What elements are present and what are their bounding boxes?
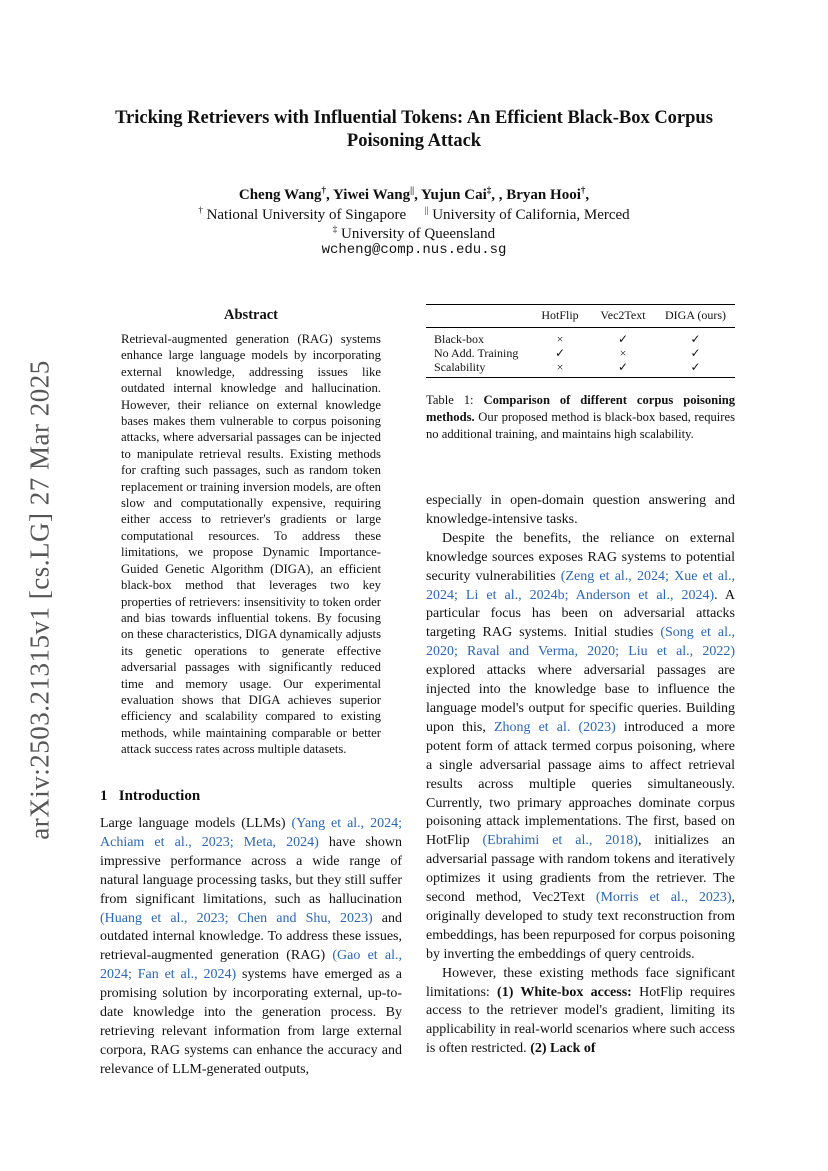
bold-text: (2) Lack of <box>530 1041 596 1057</box>
title-line-2: Poisoning Attack <box>346 131 482 151</box>
author-mark: † <box>321 185 327 195</box>
caption-title: Comparison of different corpus poisoning methods. <box>426 393 735 424</box>
comparison-table <box>426 304 735 378</box>
citation-link[interactable]: (Zeng et al., 2024; Xue et al., 2024; Li et al., 2024b; Anderson et al., 2024) <box>426 568 735 603</box>
aff-mark: ‡ <box>332 224 338 234</box>
text-run: , originally developed to study text reconstruction from embeddings, has been repurposed for corpus poisoning by inverting the embeddings of query centroids. <box>426 890 735 962</box>
section-heading-introduction <box>100 788 200 805</box>
arxiv-id: arXiv:2503.21315v1 [cs.LG] 27 Mar 2025 <box>24 360 55 840</box>
author: Cheng Wang <box>238 187 322 203</box>
row-label: No Add. Training <box>434 346 519 360</box>
table-header-cell <box>426 305 530 328</box>
table-header-row <box>426 305 735 328</box>
section-title: Introduction <box>118 788 201 804</box>
text-run: introduced a more potent form of attack termed corpus poisoning, where a single adversarial passage aims to affect retrieval results across multiple queries simultaneously. Currently, two primary approaches dominate corpus poisoning attack implementations. The first, based on HotFlip <box>426 719 735 849</box>
table-header-cell: DIGA (ours) <box>665 308 726 322</box>
text-run: have shown impressive performance across a wide range of natural language processing tasks, but they still suffer from significant limitations, such as hallucination <box>100 834 402 907</box>
author: Yiwei Wang <box>333 187 411 203</box>
table-cell: × <box>556 332 564 346</box>
citation-link[interactable]: (Song et al., 2020; Raval and Verma, 2020; Liu et al., 2022) <box>426 625 735 660</box>
abstract-text: Retrieval-augmented generation (RAG) systems enhance large language models by incorporating external knowledge, addressing issues like outdated internal knowledge and hallucination. However, their reliance on external knowledge bases makes them vulnerable to corpus poisoning attacks, where adversarial passages can be injected to manipulate retrieval results. Existing methods for crafting such passages, such as random token replacement or training inversion models, are often slow and computationally expensive, requiring either access to retriever's gradients or large computational resources. To address these limitations, we propose Dynamic Importance-Guided Genetic Algorithm (DIGA), an efficient black-box method that leverages two key properties of retrievers: insensitivity to token order and bias towards influential tokens. By focusing on these characteristics, DIGA dynamically adjusts its genetic operations to generate effective adversarial passages with significantly reduced time and memory usage. Our experimental evaluation shows that DIGA achieves superior efficiency and scalability compared to existing methods, while maintaining comparable or better attack success rates across multiple datasets. <box>121 332 381 757</box>
author-mark: || <box>410 185 415 195</box>
citation-link[interactable]: (Huang et al., 2023; Chen and Shu, 2023) <box>100 910 373 926</box>
text-run: Despite the benefits, the reliance on external knowledge sources exposes RAG systems to potential security vulnerabilities <box>426 530 735 584</box>
text-run: especially in open-domain question answering and knowledge-intensive tasks. <box>426 493 735 527</box>
author: Bryan Hooi <box>506 187 581 203</box>
text-run: Large language models (LLMs) <box>100 816 292 831</box>
citation-link[interactable]: Zhong et al. (2023) <box>493 719 616 735</box>
table-cell: ✓ <box>617 360 629 374</box>
table-caption <box>426 392 735 442</box>
body-paragraph <box>426 530 735 965</box>
text-run: and outdated internal knowledge. To address these issues, retrieval-augmented generation (RAG) <box>100 910 403 964</box>
abstract-body <box>121 331 381 758</box>
text-run: HotFlip requires access to the retriever model's gradient, limiting its applicability in real-world scenarios where such access is often restricted. <box>426 984 736 1057</box>
table-cell: ✓ <box>554 346 566 360</box>
affiliation-ucm: University of California, Merced <box>432 207 630 223</box>
author-mark: † <box>580 185 586 195</box>
body-paragraph <box>426 965 735 1060</box>
text-run: explored attacks where adversarial passages are injected into the knowledge base to influence the language model's output for specific queries. Building upon this, <box>426 663 735 735</box>
text-run: However, these existing methods face significant limitations: <box>426 965 735 1000</box>
text-run: . A particular focus has been on adversarial attacks targeting RAG systems. Initial studies <box>426 587 735 641</box>
body-paragraph <box>426 492 735 530</box>
table-cell: ✓ <box>690 360 701 374</box>
intro-paragraph <box>100 815 402 1080</box>
table-header-cell: Vec2Text <box>600 308 646 322</box>
paper-title <box>80 107 748 153</box>
author-email[interactable]: wcheng@comp.nus.edu.sg <box>321 242 507 258</box>
table-row <box>426 360 735 378</box>
author-sep: , <box>585 187 590 203</box>
caption-label: Table 1: <box>426 393 484 407</box>
intro-body <box>100 815 402 1080</box>
table-cell: ✓ <box>690 332 701 346</box>
right-column-body <box>426 492 735 1059</box>
table-cell: × <box>556 360 564 374</box>
author: Yujun Cai <box>421 187 487 203</box>
arxiv-sidebar <box>20 360 60 840</box>
citation-link[interactable]: (Ebrahimi et al., 2018) <box>482 833 638 849</box>
aff-mark: † <box>198 205 203 215</box>
section-number: 1 <box>100 788 108 804</box>
row-label: Black-box <box>434 332 484 346</box>
affiliation-uq: University of Queensland <box>341 226 496 242</box>
author-mark: ‡ <box>486 185 492 195</box>
table-cell: ✓ <box>690 346 701 360</box>
caption-text: Our proposed method is black-box based, requires no additional training, and maintains high scalability. <box>426 409 735 441</box>
text-run: systems have emerged as a promising solution by incorporating external, up-to-date knowledge into the generation process. By retrieving relevant information from large external corpora, RAG systems can enhance the accuracy and relevance of LLM-generated outputs, <box>100 967 402 1077</box>
table-header-cell: HotFlip <box>541 308 579 322</box>
table-cell: ✓ <box>617 332 629 346</box>
author-sep: , <box>414 187 422 203</box>
author-sep: , <box>326 187 333 203</box>
affiliation-nus: National University of Singapore <box>206 207 407 223</box>
title-line-1: Tricking Retrievers with Influential Tokens: An Efficient Black-Box Corpus <box>115 108 713 128</box>
author-sep: , , <box>491 187 507 203</box>
citation-link[interactable]: (Morris et al., 2023) <box>595 890 732 906</box>
table-cell: × <box>619 346 627 360</box>
abstract-heading: Abstract <box>224 307 278 323</box>
bold-text: (1) White-box access: <box>497 984 632 1000</box>
row-label: Scalability <box>434 360 486 374</box>
table-row <box>426 328 735 347</box>
citation-link[interactable]: (Gao et al., 2024; Fan et al., 2024) <box>100 948 402 983</box>
citation-link[interactable]: (Yang et al., 2024; Achiam et al., 2023; Meta, 2024) <box>100 816 403 850</box>
table-row <box>426 346 735 360</box>
aff-mark: || <box>424 205 429 215</box>
text-run: , initializes an adversarial passage with random tokens and iteratively optimizes it using gradients from the retriever. The second method, Vec2Text <box>426 833 735 906</box>
